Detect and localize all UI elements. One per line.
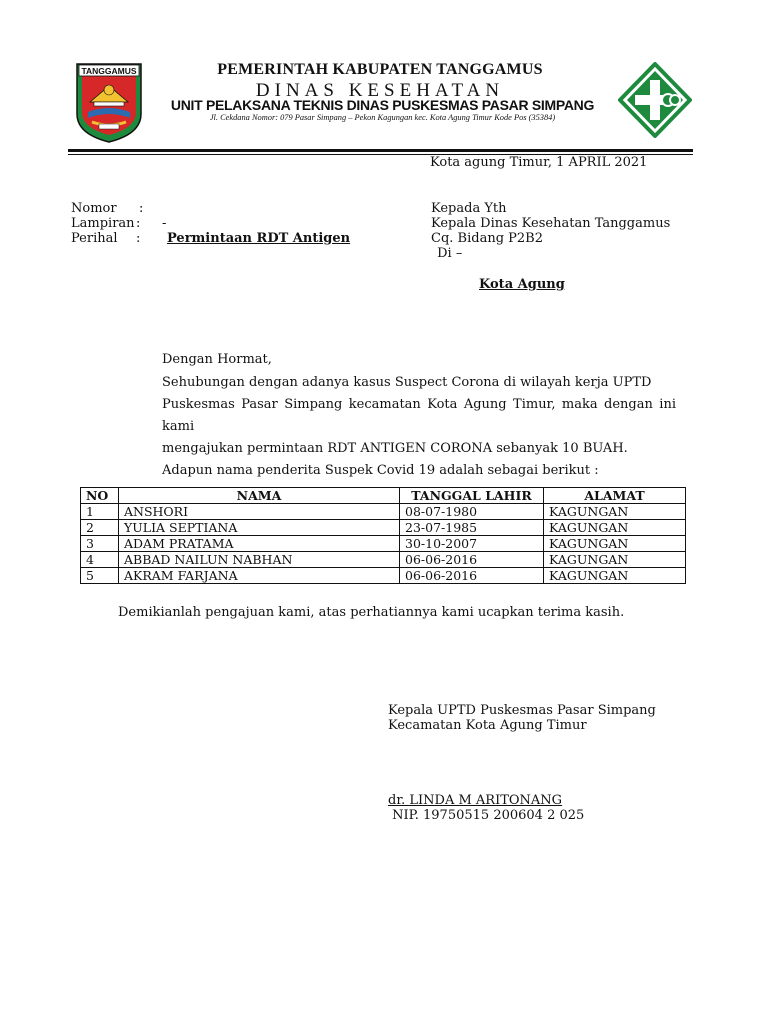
meta-perihal-label: Perihal [71,231,118,246]
body-line-2: Puskesmas Pasar Simpang kecamatan Kota Agung Timur, maka dengan ini kami [162,397,676,434]
recipient-line-1: Kepada Yth [431,201,507,216]
table-row [81,520,686,536]
cell-tanggal-lahir: 08-07-1980 [400,504,544,520]
cell-nama: AKRAM FARJANA [119,568,400,584]
body-paragraph [162,372,676,482]
cell-no: 5 [81,568,119,584]
body-line-3: mengajukan permintaan RDT ANTIGEN CORONA sebanyak 10 BUAH. [162,441,628,456]
table-row [81,504,686,520]
signature-title-1: Kepala UPTD Puskesmas Pasar Simpang [388,703,656,718]
meta-nomor-colon: : [139,201,144,216]
cell-alamat: KAGUNGAN [544,568,686,584]
body-line-4: Adapun nama penderita Suspek Covid 19 adalah sebagai berikut : [162,463,599,478]
col-no: NO [81,488,119,504]
cell-no: 4 [81,552,119,568]
body-line-1: Sehubungan dengan adanya kasus Suspect Corona di wilayah kerja UPTD [162,375,652,390]
cell-alamat: KAGUNGAN [544,536,686,552]
cell-alamat: KAGUNGAN [544,504,686,520]
letter-date: Kota agung Timur, 1 APRIL 2021 [430,155,648,170]
agency-title: DINAS KESEHATAN [255,80,505,101]
cell-nama: ABBAD NAILUN NABHAN [119,552,400,568]
signatory-nip: NIP. 19750515 200604 2 025 [388,808,585,823]
col-alamat: ALAMAT [544,488,686,504]
cell-nama: ADAM PRATAMA [119,536,400,552]
recipient-city: Kota Agung [479,277,565,292]
closing-sentence: Demikianlah pengajuan kami, atas perhatiannya kami ucapkan terima kasih. [118,605,625,620]
meta-lampiran-colon: : [136,216,141,231]
cell-no: 1 [81,504,119,520]
cell-tanggal-lahir: 30-10-2007 [400,536,544,552]
recipient-line-3: Cq. Bidang P2B2 [431,231,543,246]
cell-no: 3 [81,536,119,552]
signature-title-2: Kecamatan Kota Agung Timur [388,718,587,733]
cell-tanggal-lahir: 06-06-2016 [400,552,544,568]
government-title: PEMERINTAH KABUPATEN TANGGAMUS [217,61,543,78]
meta-nomor-label: Nomor [71,201,117,216]
col-tanggal-lahir: TANGGAL LAHIR [400,488,544,504]
table-header-row [81,488,686,504]
logo-left-label: TANGGAMUS [81,66,137,76]
patient-table [80,487,686,584]
cell-alamat: KAGUNGAN [544,552,686,568]
cell-tanggal-lahir: 06-06-2016 [400,568,544,584]
greeting: Dengan Hormat, [162,352,272,367]
cell-tanggal-lahir: 23-07-1985 [400,520,544,536]
header-rule-thick [68,149,693,152]
meta-lampiran-label: Lampiran [71,216,135,231]
tanggamus-logo [74,62,144,144]
recipient-line-2: Kepala Dinas Kesehatan Tanggamus [431,216,671,231]
cell-nama: ANSHORI [119,504,400,520]
signatory-name: dr. LINDA M ARITONANG [388,793,563,808]
cell-nama: YULIA SEPTIANA [119,520,400,536]
agency-address: Jl. Cekdana Nomor: 079 Pasar Simpang – Pekon Kagungan kec. Kota Agung Timur Kode Pos (35384) [209,113,556,122]
table-row [81,552,686,568]
table-row [81,536,686,552]
table-row [81,568,686,584]
meta-perihal-value: Permintaan RDT Antigen [167,231,351,246]
unit-title: UNIT PELAKSANA TEKNIS DINAS PUSKESMAS PASAR SIMPANG [170,97,595,113]
cell-alamat: KAGUNGAN [544,520,686,536]
meta-perihal-colon: : [136,231,141,246]
meta-lampiran-value: - [162,216,167,231]
puskesmas-logo [618,62,692,138]
cell-no: 2 [81,520,119,536]
recipient-line-4: Di – [433,246,463,261]
col-nama: NAMA [119,488,400,504]
